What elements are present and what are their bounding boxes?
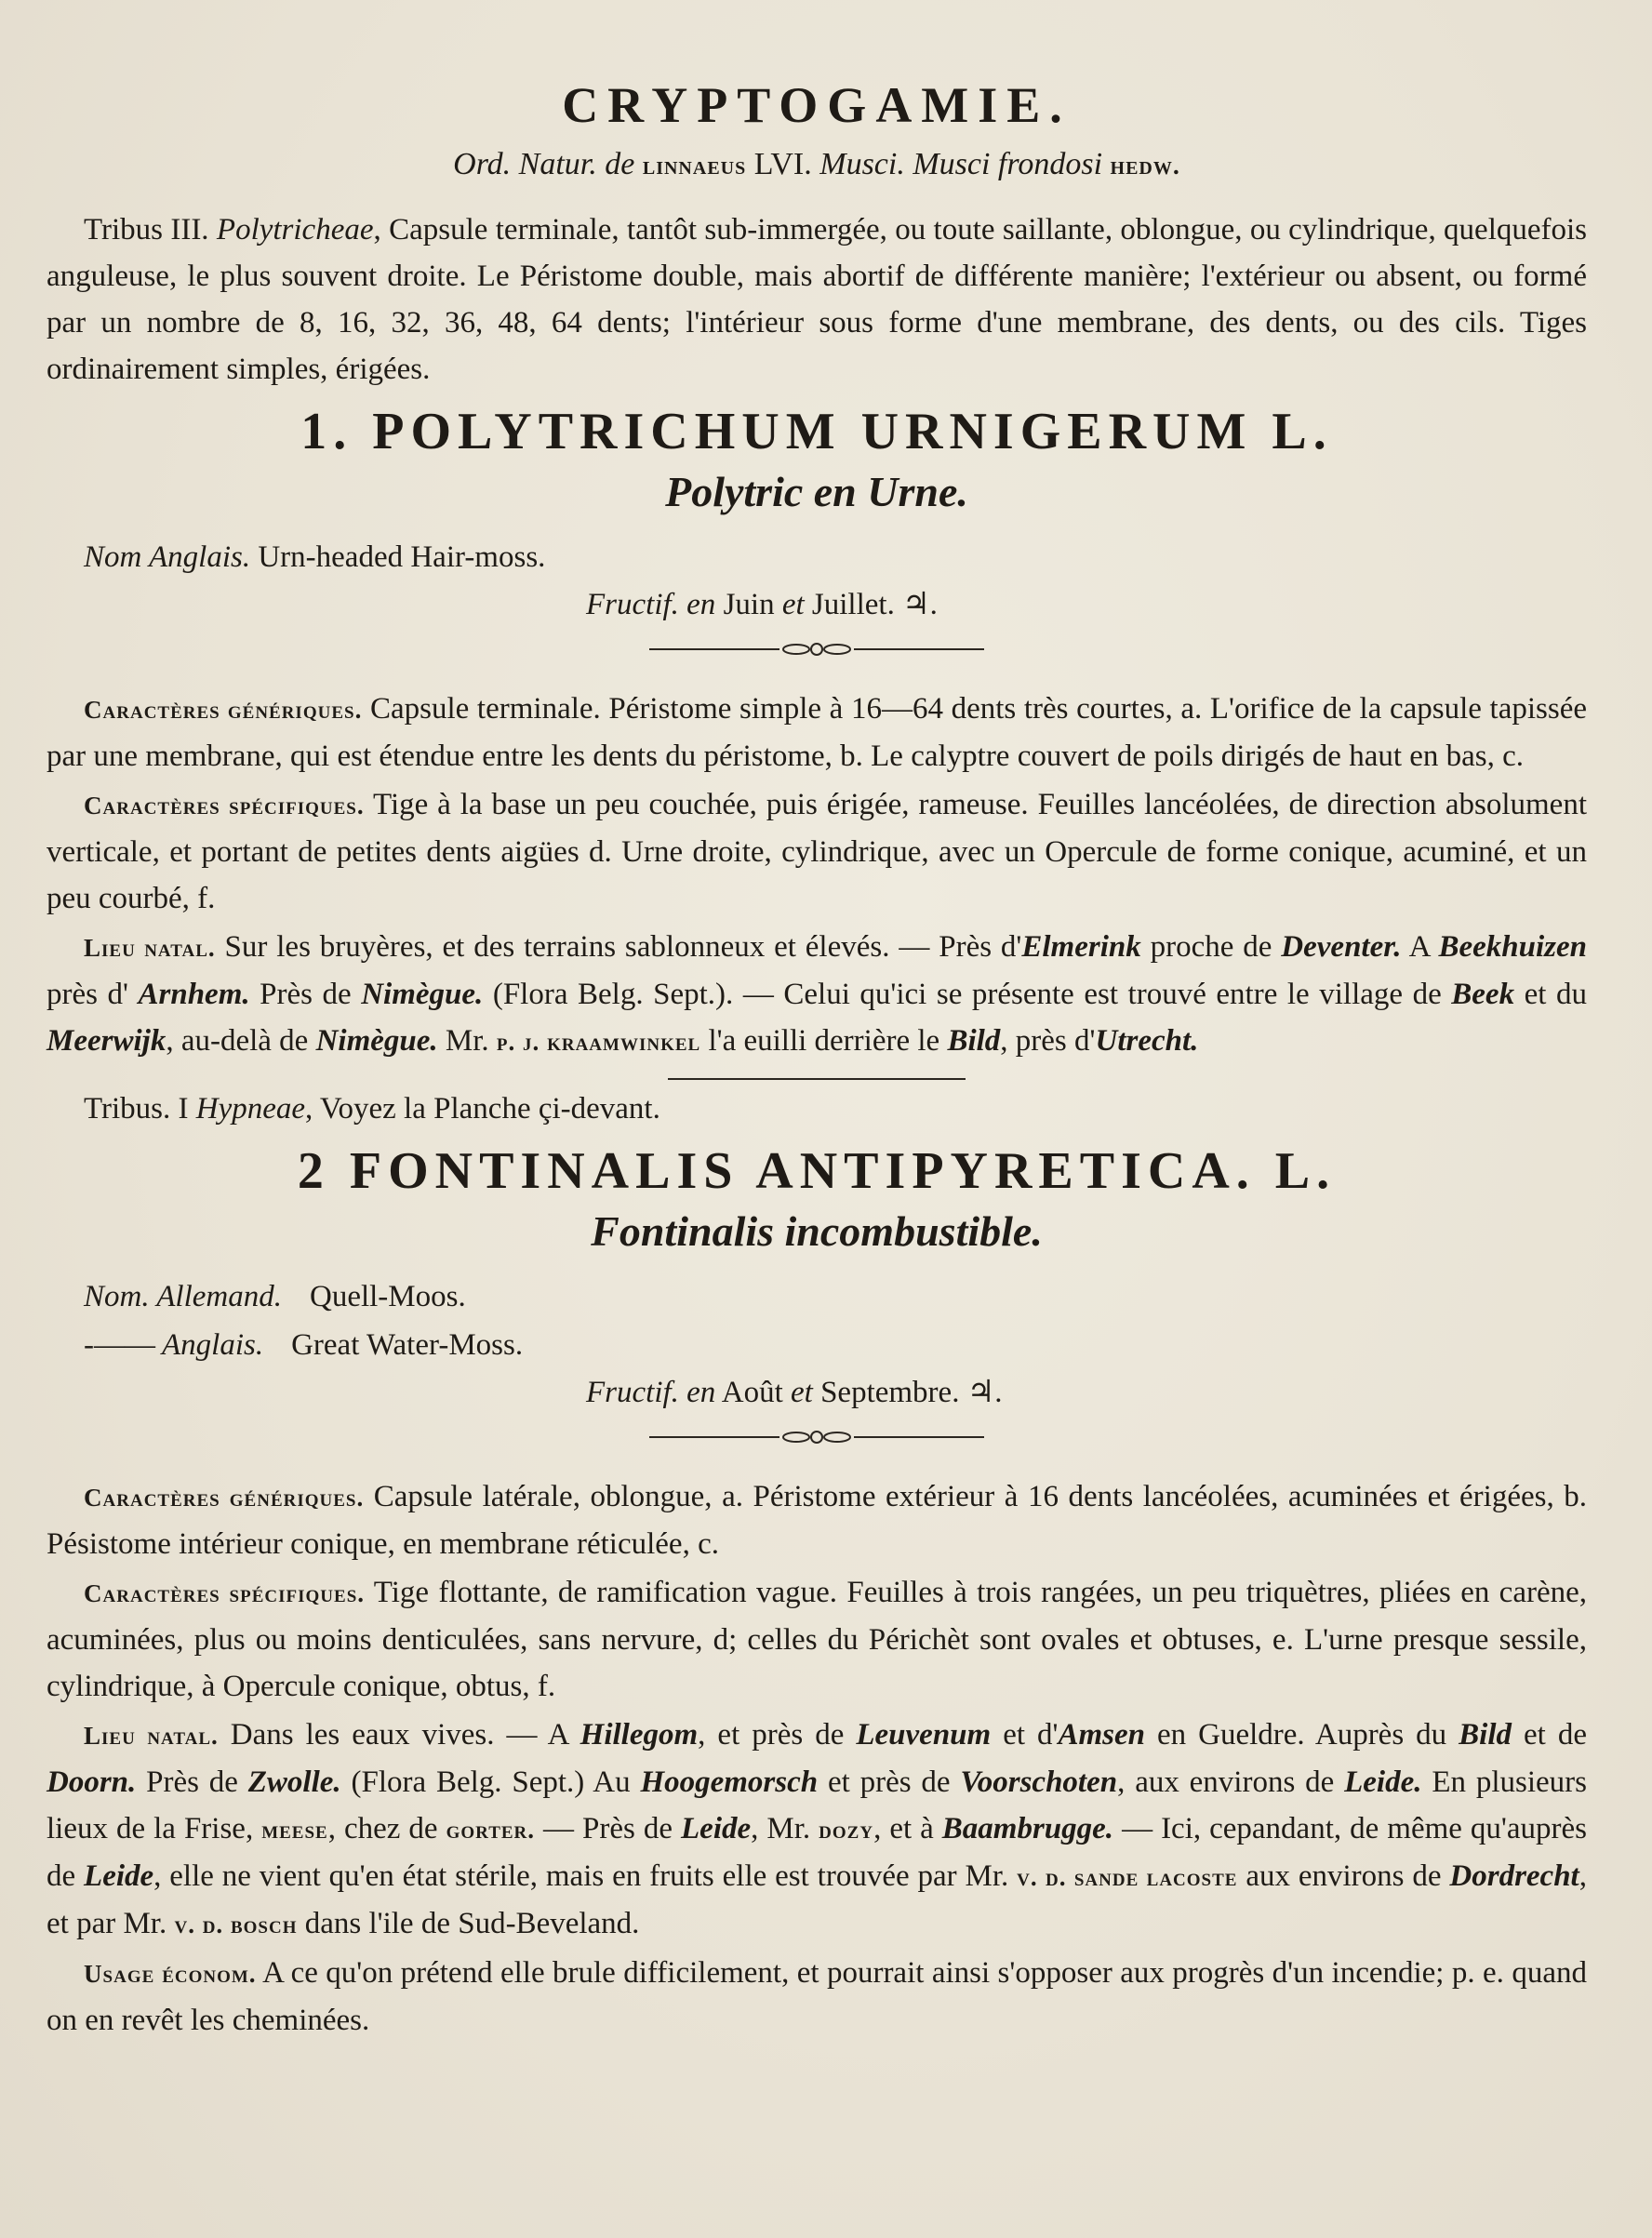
fructif-et: et [781, 588, 805, 621]
tribus-label: Tribus. I [84, 1092, 189, 1126]
person-name: dozy [819, 1816, 874, 1844]
habitat-text: , chez de [327, 1812, 446, 1845]
habitat-text: et près de [818, 1765, 961, 1799]
habitat-text: l'a euilli derrière le [700, 1024, 948, 1058]
order-group: Musci. [819, 147, 905, 181]
section-rule [668, 1078, 966, 1080]
specific-label: Caractères spécifiques. [84, 792, 365, 819]
intro-tribus-label: Tribus III. [84, 213, 209, 246]
place-name: Doorn. [47, 1765, 137, 1799]
generic-label: Caractères génériques. [84, 1484, 365, 1512]
habitat-text: dans l'ile de Sud-Beveland. [297, 1907, 640, 1940]
person-name: meese [261, 1816, 328, 1844]
generic-text: Capsule latérale, oblongue, a. Péristome extérieur à 16 dents lancéolées, acuminées et érigées, b. Pésistome intérieur conique, en membrane réticulée, c. [47, 1480, 1588, 1561]
place-name: Beekhuizen [1438, 930, 1587, 964]
place-name: Hillegom [580, 1718, 699, 1752]
tribus-name: Hypneae [195, 1092, 306, 1126]
place-name: Voorschoten [960, 1765, 1118, 1799]
species2-nom-allemand [47, 1272, 1587, 1321]
place-name: Deventer. [1281, 930, 1402, 964]
species2-generic-characters [47, 1473, 1587, 1567]
specific-text: Tige à la base un peu couchée, puis érigée, rameuse. Feuilles lancéolées, de direction absolument verticale, et portant de petites dents aigües d. Urne droite, cylindrique, avec un Opercule de forme conique, acuminé, et un peu courbé, f. [47, 788, 1588, 915]
species1-habitat [47, 924, 1587, 1065]
species1-title: 1. POLYTRICHUM URNIGERUM L. [300, 403, 1333, 460]
species2-common-name: Fontinalis incombustible. [591, 1207, 1043, 1255]
habitat-text: et du [1514, 978, 1587, 1011]
habitat-text: , au-delà de [166, 1024, 316, 1058]
place-name: Utrecht. [1095, 1024, 1199, 1058]
place-name: Elmerink [1021, 930, 1141, 964]
species2-fructif [47, 1369, 1587, 1416]
intro-paragraph [47, 206, 1587, 393]
usage-label: Usage écono​m. [84, 1960, 257, 1988]
habitat-text: — Ici, cepandant, de même qu'auprès de [47, 1812, 1587, 1893]
species2-specific-characters [47, 1569, 1587, 1710]
habitat-label: Lieu natal. [84, 934, 216, 962]
habitat-text: En plusieurs lieux de la Frise, [47, 1765, 1587, 1845]
habitat-text: et d' [991, 1718, 1059, 1752]
person-name: v. d. sande lacoste [1017, 1863, 1238, 1891]
fructif-month-1: Août [721, 1376, 783, 1409]
nom-label: Nom. Allemand. [84, 1280, 282, 1313]
generic-label: Caractères génériques. [84, 696, 363, 724]
species1-specific-characters [47, 781, 1587, 922]
habitat-text: Près de [136, 1765, 248, 1799]
fructif-month-2: Juillet. [811, 588, 895, 621]
order-author: linnaeus [642, 152, 747, 180]
habitat-text: Près de [249, 978, 362, 1011]
order-subgroup-author: hedw. [1110, 152, 1180, 180]
habitat-text: Dans les eaux vives. — A [230, 1718, 580, 1752]
tribus-line [47, 1086, 1587, 1132]
place-name: Leide [84, 1859, 154, 1893]
habitat-text: proche de [1140, 930, 1282, 964]
place-name: Zwolle. [247, 1765, 341, 1799]
tribus-text: , Voyez la Planche çi-devant. [305, 1092, 660, 1126]
species1-common-name: Polytric en Urne. [665, 468, 968, 515]
specific-text: Tige flottante, de ramification vague. Feuilles à trois rangées, un peu triquètres, pliées en carène, acuminées, plus ou moins denticulées, sans nervure, d; celles du Périchèt sont ovales et obtuses, e. L'urne presque sessile, cylindrique, à Opercule conique, obtus, f. [47, 1576, 1588, 1703]
fructif-label: Fructif. [586, 1376, 679, 1409]
place-name: Leuvenum [856, 1718, 992, 1752]
ornament-divider-icon [649, 637, 984, 661]
species2-title: 2 FONTINALIS ANTIPYRETICA. L. [297, 1142, 1337, 1200]
nom-value: Urn-headed Hair-moss. [258, 540, 546, 574]
place-name: Arnhem. [138, 978, 250, 1011]
place-name: Hoogemorsch [640, 1765, 819, 1799]
fructif-month-2: Septembre. [820, 1376, 960, 1409]
habitat-text: , et à [873, 1812, 942, 1845]
nom-label: Nom Anglais. [84, 540, 251, 574]
habitat-text: près d' [47, 978, 139, 1011]
habitat-text: — Près de [535, 1812, 682, 1845]
habitat-text: , elle ne vient qu'en état stérile, mais en fruits elle est trouvée par Mr. [153, 1859, 1018, 1893]
species1-fructif [47, 581, 1587, 628]
place-name: Bild [947, 1024, 1001, 1058]
person-name: gorter. [446, 1816, 536, 1844]
ditto-dash: -—— [84, 1328, 155, 1362]
place-name: Meerwijk [47, 1024, 167, 1058]
habitat-text: en Gueldre. Auprès du [1145, 1718, 1459, 1752]
habitat-label: Lieu natal. [84, 1722, 219, 1750]
fructif-en: en [686, 588, 716, 621]
place-name: Amsen [1058, 1718, 1145, 1752]
nom-label: Anglais. [162, 1328, 264, 1362]
species1-nom-anglais [47, 533, 1587, 581]
page-title: CRYPTOGAMIE. [562, 77, 1072, 133]
ornament-divider-icon [649, 1425, 984, 1449]
intro-text: , Capsule terminale, tantôt sub-immergée, ou toute saillante, oblongue, ou cylindrique, quelquefois anguleuse, le plus souvent droite. Le Péristome double, mais abortif de différente manière; l'extérieur ou absent, ou formé par un nombre de 8, 16, 32, 36, 48, 64 dents; l'intérieur sous forme d'une membrane, des dents, ou des cils. Tiges ordinairement simples, érigées. [47, 213, 1588, 386]
habitat-text: et de [1512, 1718, 1587, 1752]
habitat-text: , et par Mr. [47, 1859, 1587, 1940]
nom-value: Great Water-Moss. [291, 1328, 524, 1362]
species1-generic-characters [47, 686, 1587, 779]
habitat-text: , aux environs de [1117, 1765, 1345, 1799]
person-name: p. j. kraamwinkel [496, 1028, 701, 1056]
nom-value: Quell-Moos. [309, 1280, 466, 1313]
place-name: Baambrugge. [941, 1812, 1114, 1845]
place-name: Leide. [1344, 1765, 1422, 1799]
habitat-text: Mr. [437, 1024, 497, 1058]
habitat-text: aux environs de [1237, 1859, 1450, 1893]
perennial-symbol: ♃. [902, 588, 938, 621]
species2-usage [47, 1950, 1587, 2044]
habitat-text: (Flora Belg. Sept.) Au [340, 1765, 641, 1799]
habitat-text: , Mr. [751, 1812, 819, 1845]
usage-text: A ce qu'on prétend elle brule difficilement, et pourrait ainsi s'opposer aux progrès d'un incendie; p. e. quand on en revêt les cheminées. [47, 1956, 1587, 2037]
place-name: Beek [1451, 978, 1515, 1011]
habitat-text: A [1401, 930, 1439, 964]
species2-habitat [47, 1712, 1587, 1948]
habitat-text: , et près de [698, 1718, 857, 1752]
perennial-symbol: ♃. [966, 1376, 1003, 1409]
place-name: Leide [681, 1812, 752, 1845]
place-name: Dordrecht [1449, 1859, 1579, 1893]
place-name: Nimègue. [361, 978, 484, 1011]
order-line [47, 147, 1587, 182]
habitat-text: , près d' [1000, 1024, 1096, 1058]
fructif-en: en [686, 1376, 716, 1409]
generic-text: Capsule terminale. Péristome simple à 16—64 dents très courtes, a. L'orifice de la capsule tapissée par une membrane, qui est étendue entre les dents du péristome, b. Le calyptre couvert de poils dirigés de haut en bas, c. [47, 692, 1588, 773]
fructif-label: Fructif. [586, 588, 679, 621]
fructif-et: et [791, 1376, 813, 1409]
specific-label: Caractères spécifiques. [84, 1579, 366, 1607]
order-prefix: Ord. Natur. de [453, 147, 635, 181]
habitat-text: (Flora Belg. Sept.). — Celui qu'ici se présente est trouvé entre le village de [483, 978, 1452, 1011]
order-number: LVI. [753, 147, 812, 181]
place-name: Nimègue. [315, 1024, 438, 1058]
habitat-text: Sur les bruyères, et des terrains sablonneux et élevés. — Près d' [224, 930, 1022, 964]
intro-tribus-name: Polytricheae [216, 213, 374, 246]
person-name: v. d. bosch [174, 1911, 298, 1938]
fructif-month-1: Juin [723, 588, 775, 621]
order-subgroup: Musci frondosi [913, 147, 1103, 181]
place-name: Bild [1459, 1718, 1512, 1752]
species2-nom-anglais [47, 1321, 1587, 1369]
